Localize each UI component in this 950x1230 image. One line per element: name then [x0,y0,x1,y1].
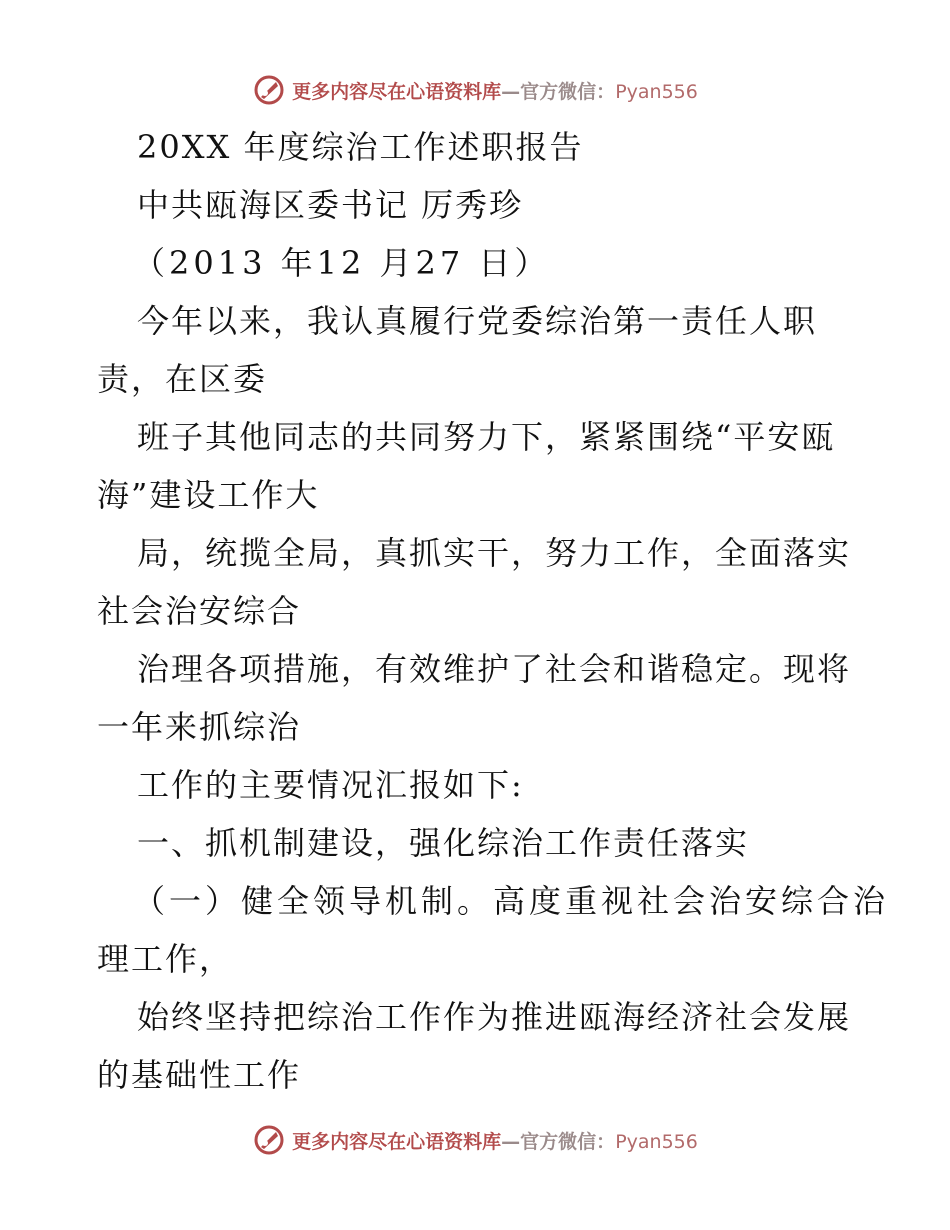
document-author: 中共瓯海区委书记 厉秀珍 [137,186,524,224]
quill-logo-icon [252,1123,286,1157]
paragraph-line: 的基础性工作 [97,1056,302,1094]
subsection-heading: （一）健全领导机制。高度重视社会治安综合治 [133,882,890,920]
paragraph-line: 今年以来，我认真履行党委综治第一责任人职 [137,302,818,340]
document-body [97,118,890,1104]
paragraph-line: 班子其他同志的共同努力下，紧紧围绕“平安瓯 [137,418,836,456]
paragraph-line: 治理各项措施，有效维护了社会和谐稳定。现将 [137,650,852,688]
paragraph-line: 海”建设工作大 [97,476,320,514]
watermark-text: 更多内容尽在心语资料库—官方微信：Pyan556 [292,80,698,103]
watermark-banner-bottom [0,1120,950,1160]
paragraph-line: 工作的主要情况汇报如下: [137,766,524,804]
section-heading: 一、抓机制建设，强化综治工作责任落实 [137,824,750,862]
document-date: （2013 年12 月27 日） [133,244,551,282]
paragraph-line: 始终坚持把综治工作作为推进瓯海经济社会发展 [137,998,852,1036]
paragraph-line: 责，在区委 [97,360,268,398]
watermark-text: 更多内容尽在心语资料库—官方微信：Pyan556 [292,1130,698,1153]
document-title: 20XX 年度综治工作述职报告 [137,128,584,166]
paragraph-line: 局，统揽全局，真抓实干，努力工作，全面落实 [137,534,852,572]
paragraph-line: 理工作， [97,940,234,978]
paragraph-line: 一年来抓综治 [97,708,302,746]
quill-logo-icon [252,73,286,107]
watermark-banner-top [0,70,950,110]
paragraph-line: 社会治安综合 [97,592,302,630]
